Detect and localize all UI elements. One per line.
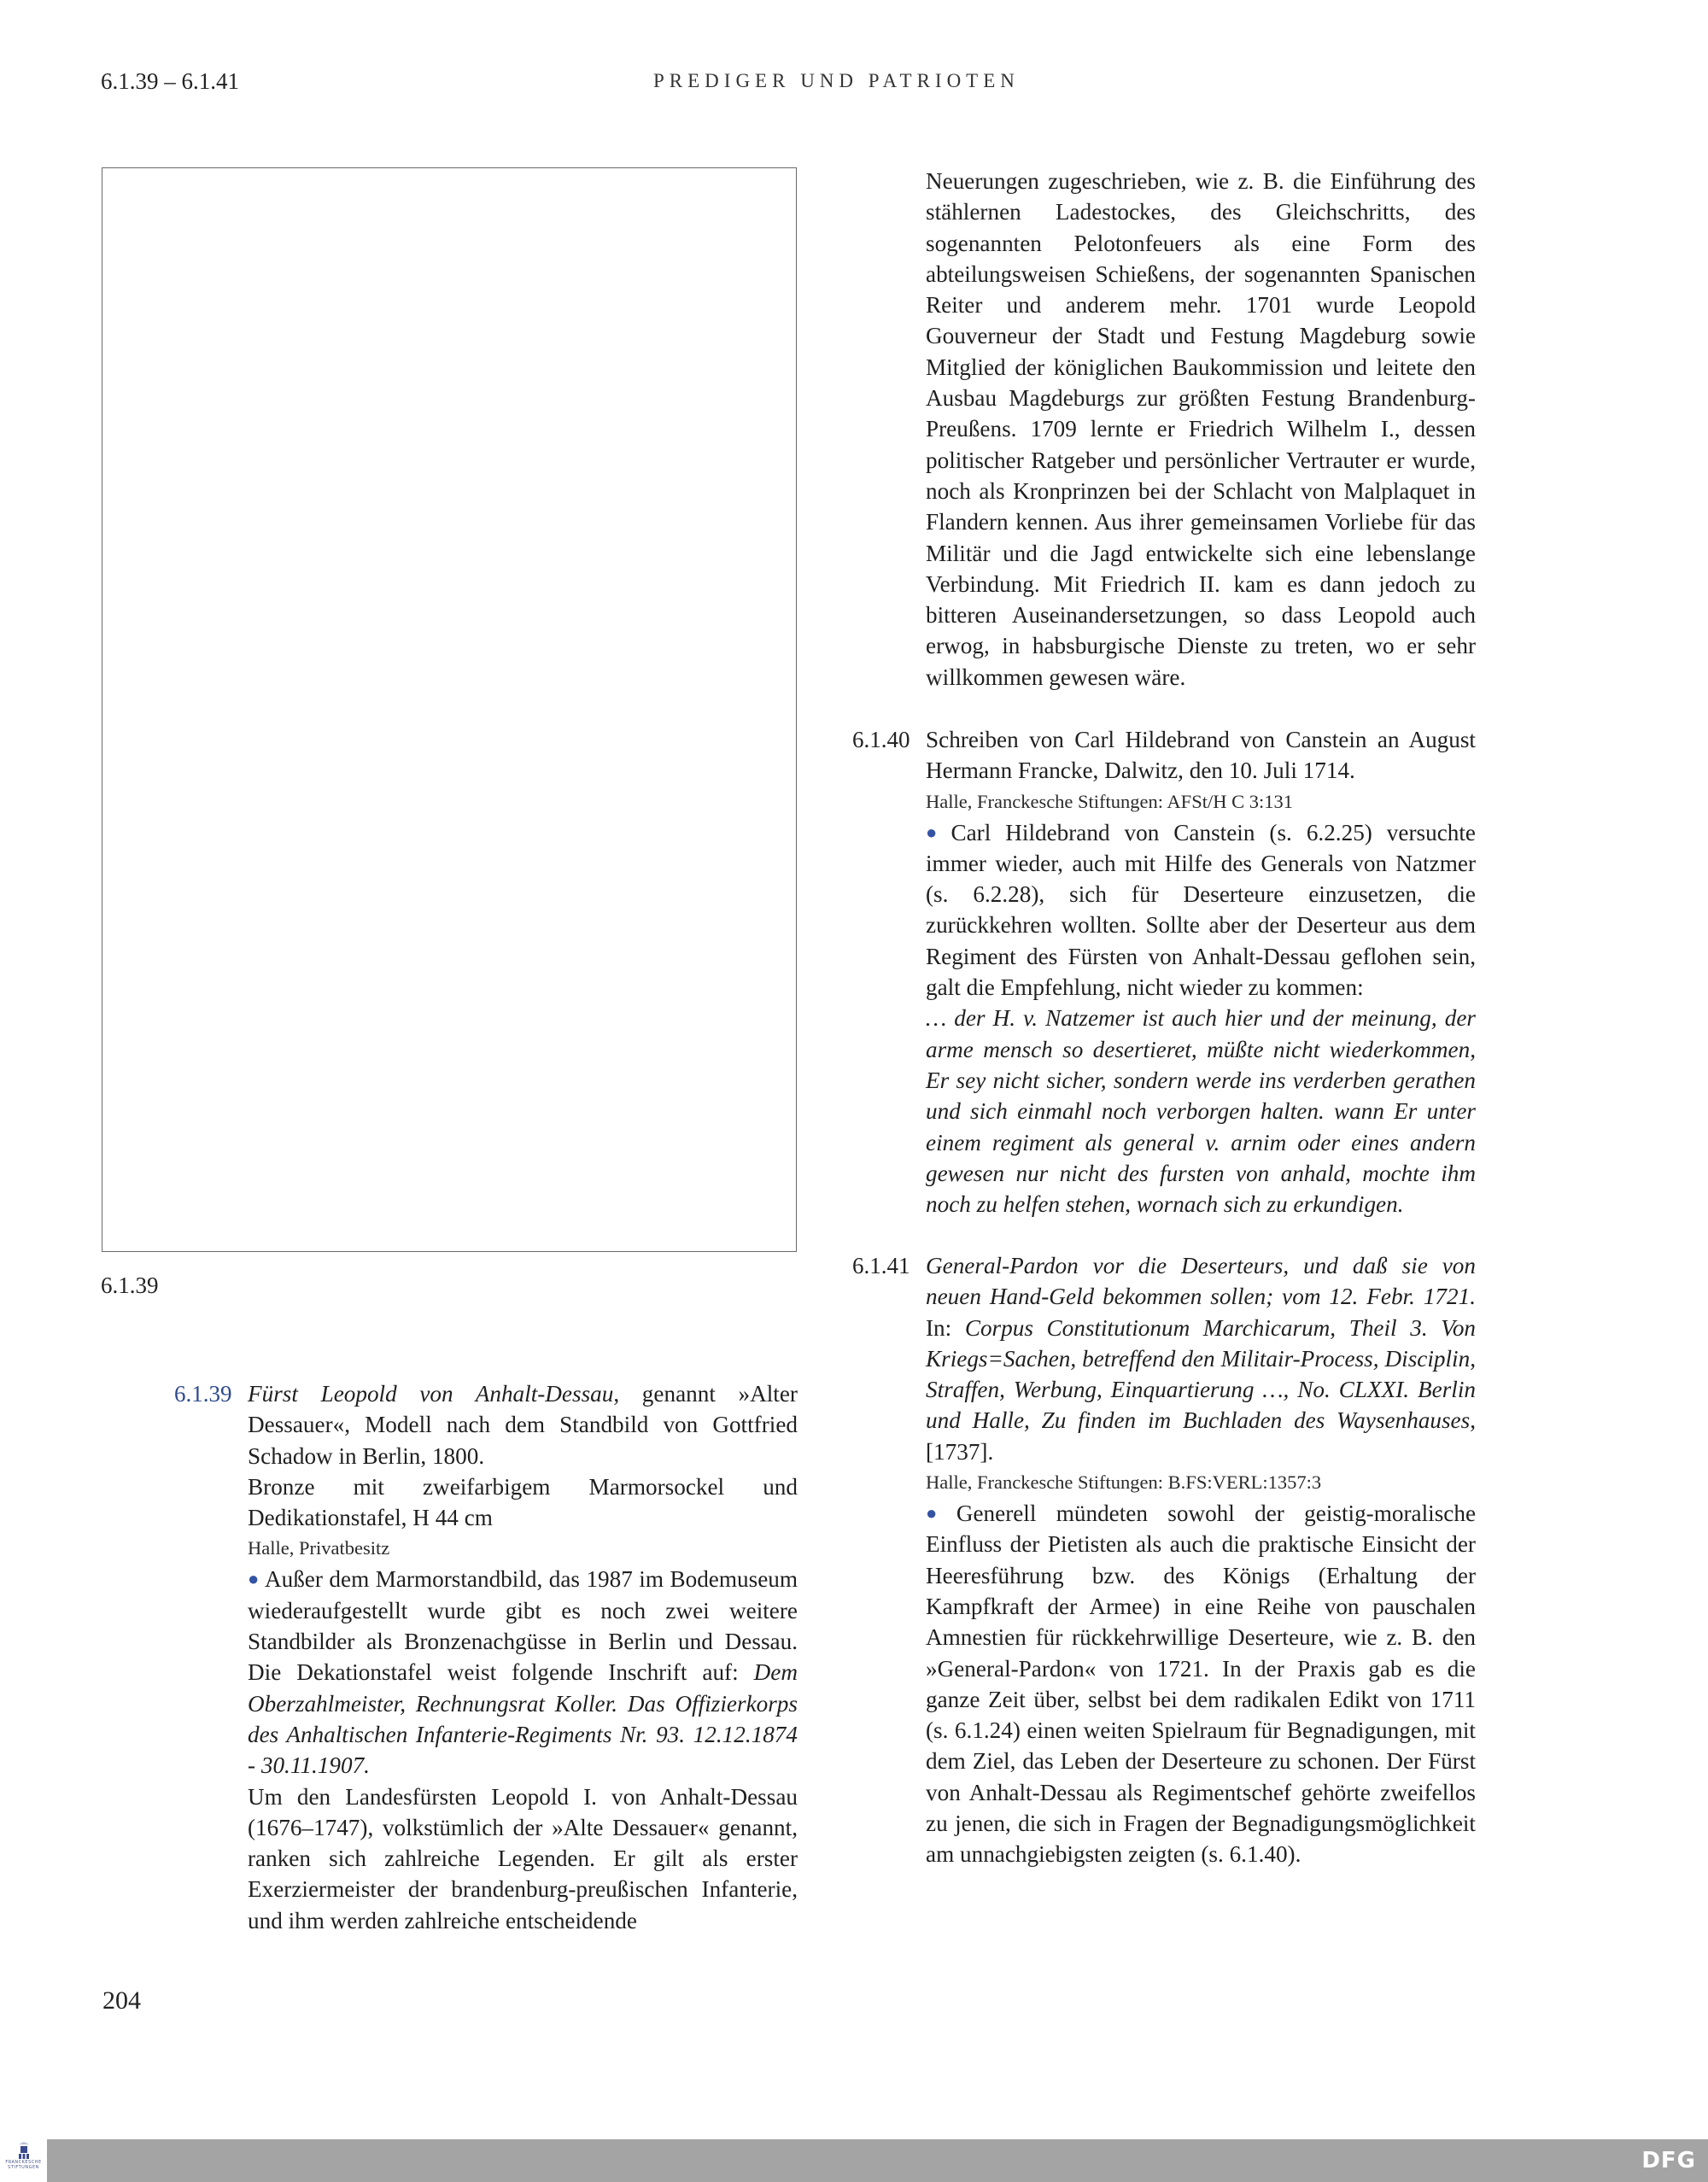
- bullet-icon: ●: [248, 1568, 260, 1590]
- bullet-icon: ●: [926, 821, 946, 843]
- entry-title-end: , [1737].: [926, 1407, 1476, 1465]
- entry-body: [248, 1564, 798, 1781]
- logo-text-line-1: FRANCKESCHE: [5, 2160, 42, 2165]
- entry-title: [248, 1378, 798, 1471]
- section-range: 6.1.39 – 6.1.41: [101, 68, 239, 94]
- footer-bar: [47, 2139, 1708, 2182]
- entry-source: Halle, Franckesche Stiftungen: B.FS:VERL:1357:3: [926, 1471, 1322, 1494]
- entry-body: [926, 1498, 1476, 1870]
- entry-title-rest: , genannt »Alter Dessauer«, Modell nach dem Standbild von Gottfried Schadow in Berlin, 1800.: [248, 1381, 798, 1469]
- entry-title: Schreiben von Carl Hildebrand von Canstein an August Hermann Francke, Dalwitz, den 10. Juli 1714.: [926, 727, 1476, 784]
- entry-title-italic: Fürst Leopold von Anhalt-Dessau: [248, 1381, 614, 1407]
- figure-caption: 6.1.39: [101, 1272, 159, 1298]
- entry-title-italic-2: Corpus Constitutionum Marchicarum, Theil 3. Von Kriegs=Sachen, betreffend den Militair-Process, Disciplin, Straffen, Werbung, Einquartierung …, No. CLXXI. Berlin und Halle, Zu finden im Buchladen des Waysenhauses: [926, 1314, 1477, 1434]
- entry-body: [926, 817, 1476, 1003]
- entry-material: Bronze mit zweifarbigem Marmorsockel und Dedikationstafel, H 44 cm: [248, 1473, 798, 1531]
- entry-body-text: Carl Hildebrand von Canstein (s. 6.2.25) versuchte immer wieder, auch mit Hilfe des Generals von Natzmer (s. 6.2.28), sich für Deserteure einzusetzen, die zurückkehren wollten. Sollte aber der Deserteur aus dem Regiment des Fürsten von Anhalt-Dessau geflohen sein, galt die Empfehlung, nicht wieder zu kommen:: [926, 819, 1476, 1001]
- entry-number: 6.1.39: [174, 1381, 232, 1407]
- entry-body-continued: Neuerungen zugeschrieben, wie z. B. die Einführung des stählernen Ladestockes, des Gleichschritts, des sogenannten Pelotonfeuers als eine Form des abteilungsweisen Schießens, der sogenannten Spanischen Reiter und anderem mehr. 1701 wurde Leopold Gouverneur der Stadt und Festung Magdeburg sowie Mitglied der königlichen Baukommission und leitete den Ausbau Magdeburgs zur größten Festung Brandenburg-Preußens. 1709 lernte er Friedrich Wilhelm I., dessen politischer Ratgeber und persönlicher Vertrauter er wurde, noch als Kronprinzen bei der Schlacht von Malplaquet in Flandern kennen. Aus ihrer gemeinsamen Vorliebe für das Militär und die Jagd entwickelte sich eine lebenslange Verbindung. Mit Friedrich II. kam es dann jedoch zu bitteren Auseinandersetzungen, so dass Leopold auch erwog, in habsburgische Dienste zu treten, wo er sehr willkommen gewesen wäre.: [926, 168, 1476, 690]
- entry-source: Halle, Privatbesitz: [248, 1537, 390, 1559]
- logo-text-line-2: STIFTUNGEN: [8, 2165, 39, 2170]
- catalog-entry-6-1-40: [852, 724, 1476, 1220]
- entry-title-italic: General-Pardon vor die Deserteurs, und daß sie von neuen Hand-Geld bekommen sollen; vom 12. Febr. 1721.: [926, 1253, 1476, 1310]
- dfg-logo: DFG: [1641, 2148, 1696, 2173]
- entry-source: Halle, Franckesche Stiftungen: AFSt/H C 3:131: [926, 790, 1293, 812]
- entry-body-text: Außer dem Marmorstandbild, das 1987 im Bodemuseum wiederaufgestellt wurde gibt es noch zwei weitere Standbilder als Bronzenachgüsse in Berlin und Dessau. Die Dekationstafel weist folgende Inschrift auf:: [248, 1566, 798, 1686]
- entry-body-text: Generell mündeten sowohl der geistig-moralische Einfluss der Pietisten als auch die praktische Einsicht der Heeresführung bzw. des Königs (Erhaltung der Kampfkraft der Armee) in eine Reihe von pauschalen Amnestien für rückkehrwillige Deserteure, wie z. B. den »General-Pardon« von 1721. In der Praxis gab es die ganze Zeit über, selbst bei dem radikalen Edikt von 1711 (s. 6.1.24) einen weiten Spielraum für Begnadigungen, mit dem Ziel, das Leben der Deserteure zu schonen. Der Fürst von Anhalt-Dessau als Regimentschef gehörte zweifellos zu jenen, die sich in Fragen der Begnadigungsmöglichkeit am unnachgiebigsten zeigten (s. 6.1.40).: [926, 1500, 1477, 1868]
- entry-body-2: Um den Landesfürsten Leopold I. von Anhalt-Dessau (1676–1747), volkstümlich der »Alte Dessauer« genannt, ranken sich zahlreiche Legenden. Er gilt als erster Exerziermeister der brandenburg-preußischen Infanterie, und ihm werden zahlreiche entscheidende: [248, 1783, 798, 1933]
- bullet-icon: ●: [926, 1502, 951, 1524]
- entry-inscription: Dem Oberzahlmeister, Rechnungsrat Koller. Das Offizierkorps des Anhaltischen Infanterie-Regiments Nr. 93. 12.12.1874 - 30.11.1907.: [248, 1659, 798, 1779]
- entry-quote: … der H. v. Natzemer ist auch hier und der meinung, der arme mensch so desertieret, müßte nicht wiederkommen, Er sey nicht sicher, sondern werde ins verderben gerathen und sich einmahl noch verborgen halten. wann Er unter einem regiment als general v. arnim oder eines andern gewesen nur nicht des fursten von anhald, mochte ihm noch zu helfen stehen, wornach sich zu erkundigen.: [926, 1005, 1476, 1218]
- running-title: PREDIGER UND PATRIOTEN: [653, 70, 1020, 91]
- franckesche-stiftungen-logo: [0, 2139, 47, 2182]
- entry-title-in: In:: [926, 1314, 965, 1341]
- entry-number: 6.1.41: [852, 1253, 910, 1278]
- catalog-entry-6-1-39: [174, 1378, 798, 1936]
- entry-number: 6.1.40: [852, 727, 910, 752]
- catalog-entry-6-1-41: [852, 1250, 1477, 1870]
- building-logo-icon: [17, 2141, 31, 2160]
- figure-image-placeholder: [102, 167, 797, 1252]
- entry-title: [926, 1250, 1476, 1467]
- catalog-entry-6-1-39-continued: [926, 166, 1476, 693]
- page-number: 204: [102, 1986, 141, 2015]
